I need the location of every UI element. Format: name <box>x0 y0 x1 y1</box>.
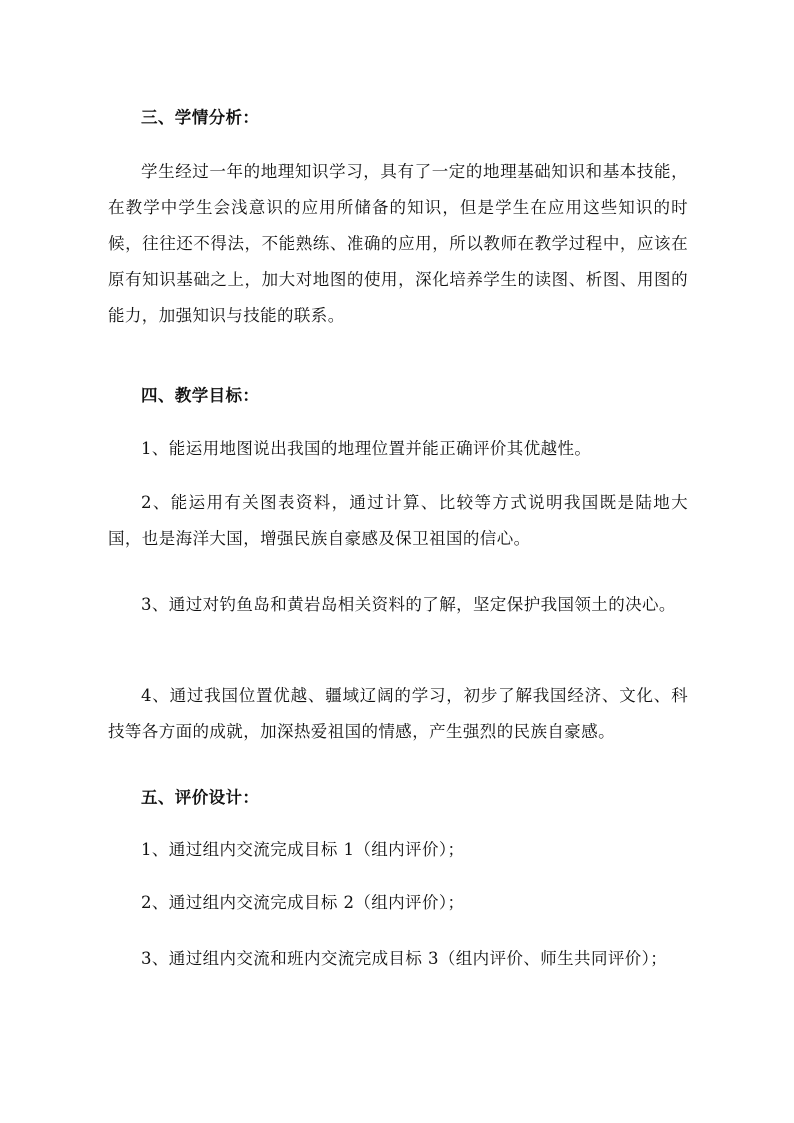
goal-item-4: 4、通过我国位置优越、疆域辽阔的学习，初步了解我国经济、文化、科技等各方面的成就，加深热爱祖国的情感，产生强烈的民族自豪感。 <box>108 686 688 741</box>
section-heading-teaching-goals: 四、教学目标： <box>141 386 260 405</box>
evaluation-item-1: 1、通过组内交流完成目标 1（组内评价）； <box>141 840 465 859</box>
evaluation-item-3: 3、通过组内交流和班内交流完成目标 3（组内评价、师生共同评价）； <box>141 949 668 968</box>
paragraph-learner-analysis: 学生经过一年的地理知识学习，具有了一定的地理基础知识和基本技能，在教学中学生会浅意识的应用所储备的知识，但是学生在应用这些知识的时候，往往还不得法，不能熟练、准确的应用，所以教师在教学过程中，应该在原有知识基础之上，加大对地图的使用，深化培养学生的读图、析图、用图的能力，加强知识与技能的联系。 <box>108 162 688 325</box>
goal-item-2: 2、能运用有关图表资料，通过计算、比较等方式说明我国既是陆地大国，也是海洋大国，增强民族自豪感及保卫祖国的信心。 <box>108 493 688 548</box>
goal-item-1: 1、能运用地图说出我国的地理位置并能正确评价其优越性。 <box>141 439 592 458</box>
evaluation-item-2: 2、通过组内交流完成目标 2（组内评价）； <box>141 893 465 912</box>
section-heading-learner-analysis: 三、学情分析： <box>141 108 260 127</box>
section-heading-evaluation-design: 五、评价设计： <box>141 788 260 807</box>
goal-item-3: 3、通过对钓鱼岛和黄岩岛相关资料的了解，坚定保护我国领土的决心。 <box>141 595 676 614</box>
